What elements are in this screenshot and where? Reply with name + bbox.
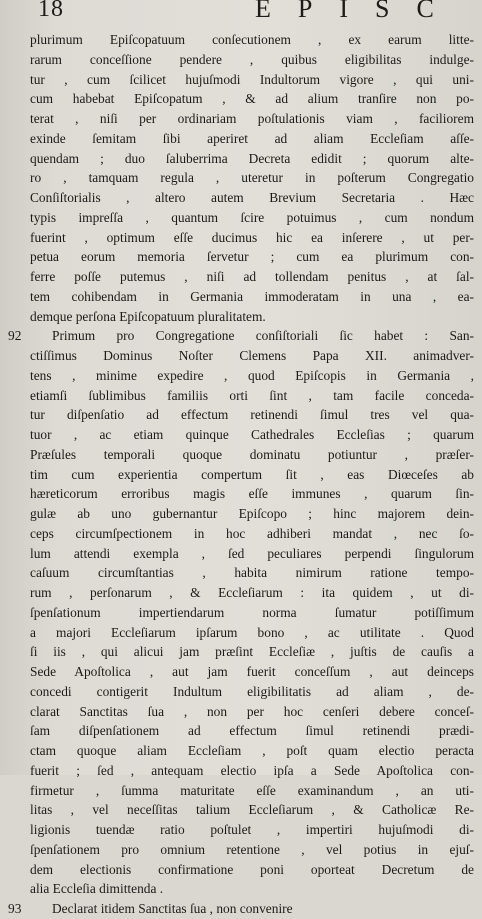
text-line: ligionis tuendæ ratio poſtulet , impertiri hujuſmodi di- [30, 822, 474, 837]
text-line: alia Eccleſia dimittenda . [30, 881, 164, 897]
paragraph-number: 93 [8, 901, 22, 916]
text-line: ſam diſpenſationem ad effectum ſimul retinendi prædi- [30, 723, 474, 739]
text-line: demque perſona Epiſcopatuum pluralitatem. [30, 308, 266, 324]
text-line: ceps circumſpectionem in hoc adhiberi mandat , nec ſo- [30, 525, 474, 541]
text-line: ferre poſſe putemus , niſi ad tollendam penitus , at ſal- [30, 269, 474, 284]
text-line: tuor , ac etiam quinque Cathedrales Eccleſias ; quarum [30, 427, 474, 442]
text-line: Conſiſtorialis , altero autem Brevium Secretaria . Hæc [30, 190, 474, 205]
body-text [8, 30, 474, 919]
paragraph-number: 92 [8, 328, 22, 344]
text-line: litas , vel neceſſitas talium Eccleſiarum , & Catholicæ Re- [30, 802, 474, 818]
text-line: firmetur , ſumma maturitate eſſe examinandum , an uti- [30, 782, 474, 798]
text-line: ctiſſimus Dominus Noſter Clemens Papa XII. animadver- [30, 348, 474, 363]
paragraph-continued [30, 30, 474, 326]
text-line: ctam quoque aliam Eccleſiam , poſt quam electio peracta [30, 743, 474, 758]
text-line: ro , tamquam regula , uteretur in poſterum Congregatio [30, 170, 474, 186]
text-line: ſpenſationum impertiendarum norma ſumatur potiſſimum [30, 604, 474, 620]
text-line: concedi contigerit Indultum eligibilitatis ad aliam , de- [30, 683, 474, 699]
text-line: clarat Sanctitas ſua , non per hoc cenſeri debere conceſ- [30, 703, 474, 719]
text-line: tur diſpenſatio ad effectum retinendi ſimul tres vel qua- [30, 407, 474, 423]
text-line: fuerint , optimum eſſe ducimus hic ea inſerere , ut per- [30, 229, 474, 245]
text-line: lum attendi exempla , ſed peculiares perpendi ſingulorum [30, 545, 474, 561]
text-line: exinde ſemitam ſibi aperiret ad aliam Eccleſiam aſſe- [30, 130, 474, 146]
text-line: rarum conceſſione pendere , quibus eligibilitas indulge- [30, 51, 474, 67]
text-line: Sede Apoſtolica , aut jam fuerit conceſſum , aut deinceps [30, 664, 474, 679]
text-line: plurimum Epiſcopatuum conſecutionem , ex earum litte- [30, 32, 474, 47]
text-line: typis impreſſa , quantum ſcire potuimus , cum nondum [30, 209, 474, 225]
paragraph-93 [8, 899, 474, 919]
text-line: fuerit ; ſed , antequam electio ipſa a Sede Apoſtolica con- [30, 762, 474, 778]
text-line: terat , niſi per ordinariam poſtulationis viam , faciliorem [30, 111, 474, 126]
text-line: gulæ ab uno gubernantur Epiſcopo ; hinc majorem dein- [30, 506, 474, 521]
text-line: rum , perſonarum , & Eccleſiarum : ita quidem , ut di- [30, 585, 474, 600]
text-line: etiamſi ſublimibus familiis orti ſint , tam facile conceda- [30, 387, 474, 403]
text-line: Declarat itidem Sanctitas ſua , non convenire [52, 901, 293, 916]
text-line: Præſules temporali quoque dominatu potiuntur , præſer- [30, 446, 474, 462]
text-line: ſi iis , qui alicui jam præſint Eccleſiæ , juſtis de cauſis a [30, 644, 474, 660]
text-line: a majori Eccleſiarum ipſarum bono , ac utilitate . Quod [30, 624, 474, 640]
text-line: quendam ; duo ſaluberrima Decreta edidit ; quorum alte- [30, 150, 474, 166]
text-line: tem cohibendam in Germania immoderatam in una , ea- [30, 288, 474, 304]
text-line: petua eorum memoria ſervetur ; cum ea plurimum con- [30, 249, 474, 265]
text-line: tur , cum ſcilicet hujuſmodi Indultorum vigore , qui uni- [30, 71, 474, 87]
text-line: tens , minime expedire , quod Epiſcopis in Germania , [30, 367, 474, 383]
text-line: caſuum circumſtantias , habita nimirum ratione tempo- [30, 565, 474, 581]
text-line: tim cum experientia compertum ſit , eas Diœceſes ab [30, 466, 474, 482]
running-head: EPISC [255, 0, 461, 23]
paragraph-92 [8, 326, 474, 899]
text-line: hæreticorum erroribus magis eſſe immunes , quarum ſin- [30, 486, 474, 502]
text-line: ſpenſationem pro omnium retentione , vel potius in ejuſ- [30, 841, 474, 857]
text-line: dem electionis confirmatione poni oporteat Decretum de [30, 861, 474, 877]
page-number: 18 [38, 0, 64, 22]
text-line: Primum pro Congregatione conſiſtoriali ſic habet : San- [52, 328, 474, 344]
text-line: cum habebat Epiſcopatum , & ad alium tranſire non po- [30, 91, 474, 107]
